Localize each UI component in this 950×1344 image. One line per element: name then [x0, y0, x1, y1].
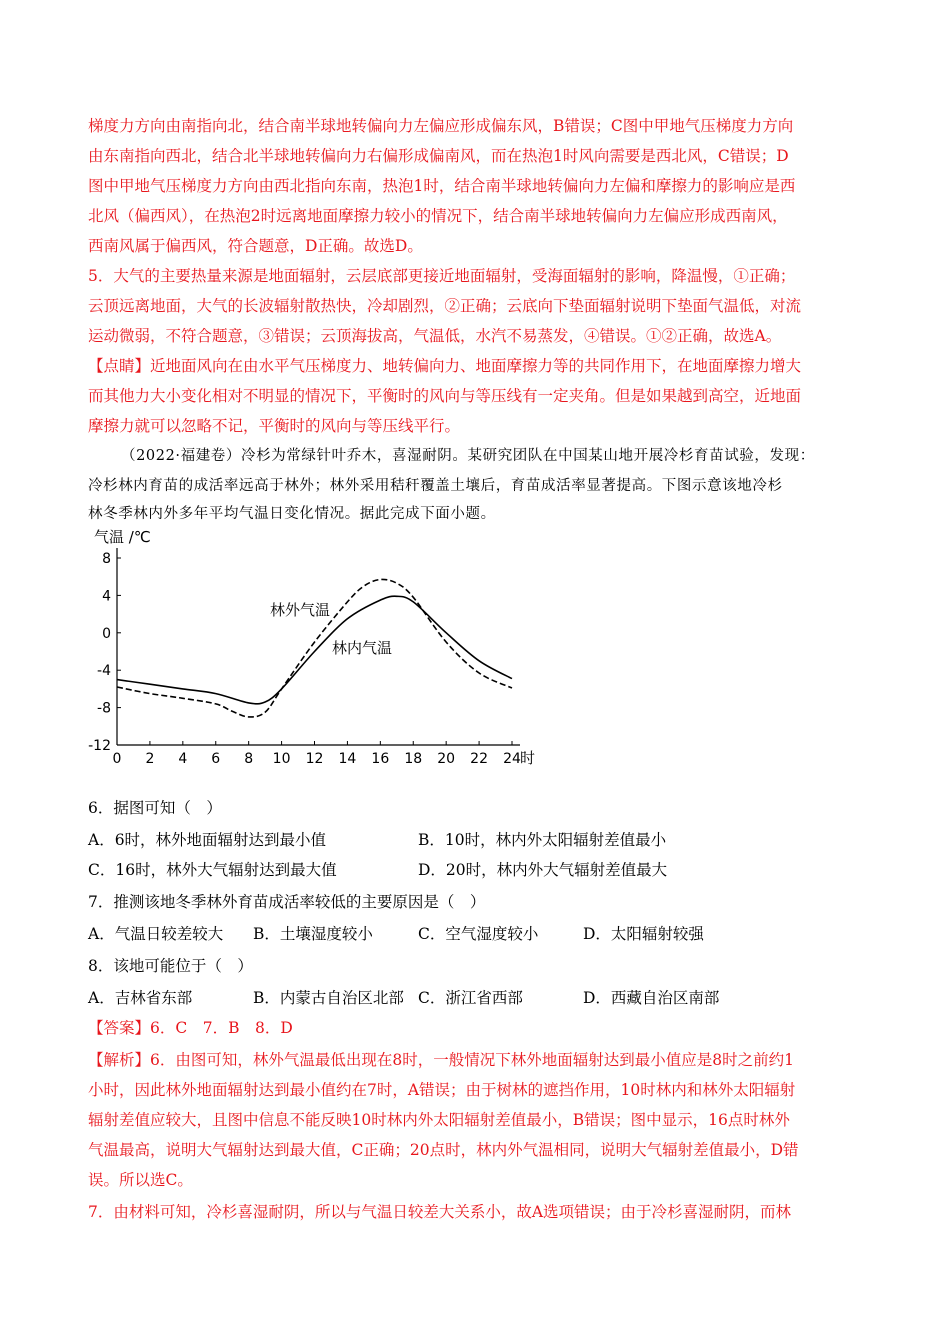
tip-line: 而其他力大小变化相对不明显的情况下，平衡时的风向与等压线有一定夹角。但是如果越到高空，近地面	[88, 387, 802, 405]
q5-explanation-line: 5．大气的主要热量来源是地面辐射，云层底部更接近地面辐射，受海面辐射的影响，降温慢，①正确；	[88, 267, 796, 285]
x-tick-label: 4	[178, 751, 188, 767]
q8-option-d: D．西藏自治区南部	[583, 989, 720, 1007]
question-7-stem: 7．推测该地冬季林外育苗成活率较低的主要原因是（ ）	[88, 893, 486, 911]
explanation-line: 图中甲地气压梯度力方向由西北指向东南，热泡1时，结合南半球地转偏向力左偏和摩擦力的影响应是西	[88, 177, 796, 195]
series-label-inside: 林内气温	[332, 639, 393, 657]
x-tick-label: 18	[404, 751, 423, 767]
y-axis-label: 气温 /℃	[94, 528, 151, 546]
q6-option-a: A．6时，林外地面辐射达到最小值	[88, 831, 327, 849]
tip-line: 摩擦力就可以忽略不记，平衡时的风向与等压线平行。	[88, 417, 461, 435]
q8-option-c: C．浙江省西部	[418, 989, 523, 1007]
q6-option-b: B．10时，林内外太阳辐射差值最小	[418, 831, 667, 849]
q8-option-a: A．吉林省东部	[88, 989, 193, 1007]
analysis-line: 小时，因此林外地面辐射达到最小值约在7时，A错误；由于树林的遮挡作用，10时林内和林外太阳辐射	[88, 1081, 796, 1099]
x-tick-label: 20	[437, 751, 456, 767]
x-tick-label: 12	[305, 751, 324, 767]
x-axis-label: 时	[520, 749, 536, 767]
analysis-line: 【解析】6．由图可知，林外气温最低出现在8时，一般情况下林外地面辐射达到最小值应是8时之前约1	[88, 1051, 794, 1069]
y-tick-label: -8	[97, 700, 111, 717]
x-tick-label: 22	[470, 751, 488, 767]
y-tick-label: 0	[102, 625, 111, 642]
temperature-chart	[80, 525, 550, 770]
x-tick-label: 6	[211, 751, 221, 767]
q7-option-b: B．土壤湿度较小	[253, 925, 373, 943]
q5-explanation-line: 云顶远离地面，大气的长波辐射散热快，冷却剧烈，②正确；云底向下垫面辐射说明下垫面气温低，对流	[88, 297, 802, 315]
y-tick-label: -4	[97, 663, 111, 680]
analysis-line: 气温最高，说明大气辐射达到最大值，C正确；20点时，林内外气温相同，说明大气辐射差值最小，D错	[88, 1141, 799, 1159]
stem-line: 林冬季林内外多年平均气温日变化情况。据此完成下面小题。	[88, 506, 496, 522]
question-6-stem: 6．据图可知（ ）	[88, 799, 222, 817]
stem-line: 冷杉林内育苗的成活率远高于林外；林外采用秸秆覆盖土壤后，育苗成活率显著提高。下图示意该地冷杉	[88, 478, 783, 494]
x-tick-label: 0	[112, 751, 122, 767]
stem-line: （2022·福建卷）冷杉为常绿针叶乔木，喜湿耐阴。某研究团队在中国某山地开展冷杉育苗试验，发现：	[121, 448, 815, 464]
q7-option-d: D．太阳辐射较强	[583, 925, 704, 943]
answer-line: 【答案】6．C 7．B 8．D	[88, 1019, 293, 1037]
x-tick-label: 10	[272, 751, 291, 767]
q8-option-b: B．内蒙古自治区北部	[253, 989, 404, 1007]
q5-explanation-line: 运动微弱，不符合题意，③错误；云顶海拔高，气温低，水汽不易蒸发，④错误。①②正确，故选A。	[88, 327, 782, 345]
chart-svg	[80, 525, 550, 770]
analysis-line: 辐射差值应较大，且图中信息不能反映10时林内外太阳辐射差值最小，B错误；图中显示，16点时林外	[88, 1111, 790, 1129]
explanation-line: 由东南指向西北，结合北半球地转偏向力右偏形成偏南风，而在热泡1时风向需要是西北风，C错误；D	[88, 147, 789, 165]
explanation-line: 北风（偏西风），在热泡2时远离地面摩擦力较小的情况下，结合南半球地转偏向力左偏应形成西南风，	[88, 207, 788, 225]
series-label-outside: 林外气温	[270, 601, 331, 619]
x-tick-label: 16	[371, 751, 390, 767]
analysis-line: 7．由材料可知，冷杉喜湿耐阴，所以与气温日较差大关系小，故A选项错误；由于冷杉喜湿耐阴，而林	[88, 1203, 792, 1221]
explanation-line: 梯度力方向由南指向北，结合南半球地转偏向力左偏应形成偏东风，B错误；C图中甲地气压梯度力方向	[88, 117, 794, 135]
y-tick-label: -12	[88, 738, 111, 754]
analysis-line: 误。所以选C。	[88, 1171, 193, 1189]
q7-option-a: A．气温日较差较大	[88, 925, 224, 943]
q6-option-d: D．20时，林内外大气辐射差值最大	[418, 861, 668, 879]
y-tick-label: 8	[102, 551, 111, 567]
x-tick-label: 8	[244, 751, 254, 767]
q6-option-c: C．16时，林外大气辐射达到最大值	[88, 861, 337, 879]
x-tick-label: 2	[145, 751, 155, 767]
q7-option-c: C．空气湿度较小	[418, 925, 539, 943]
y-tick-label: 4	[102, 588, 111, 605]
explanation-line: 西南风属于偏西风，符合题意，D正确。故选D。	[88, 237, 423, 255]
x-tick-label: 24	[503, 751, 521, 767]
tip-line: 【点睛】近地面风向在由水平气压梯度力、地转偏向力、地面摩擦力等的共同作用下，在地面摩擦力增大	[88, 357, 802, 375]
question-8-stem: 8．该地可能位于（ ）	[88, 957, 253, 975]
x-tick-label: 14	[338, 751, 357, 767]
